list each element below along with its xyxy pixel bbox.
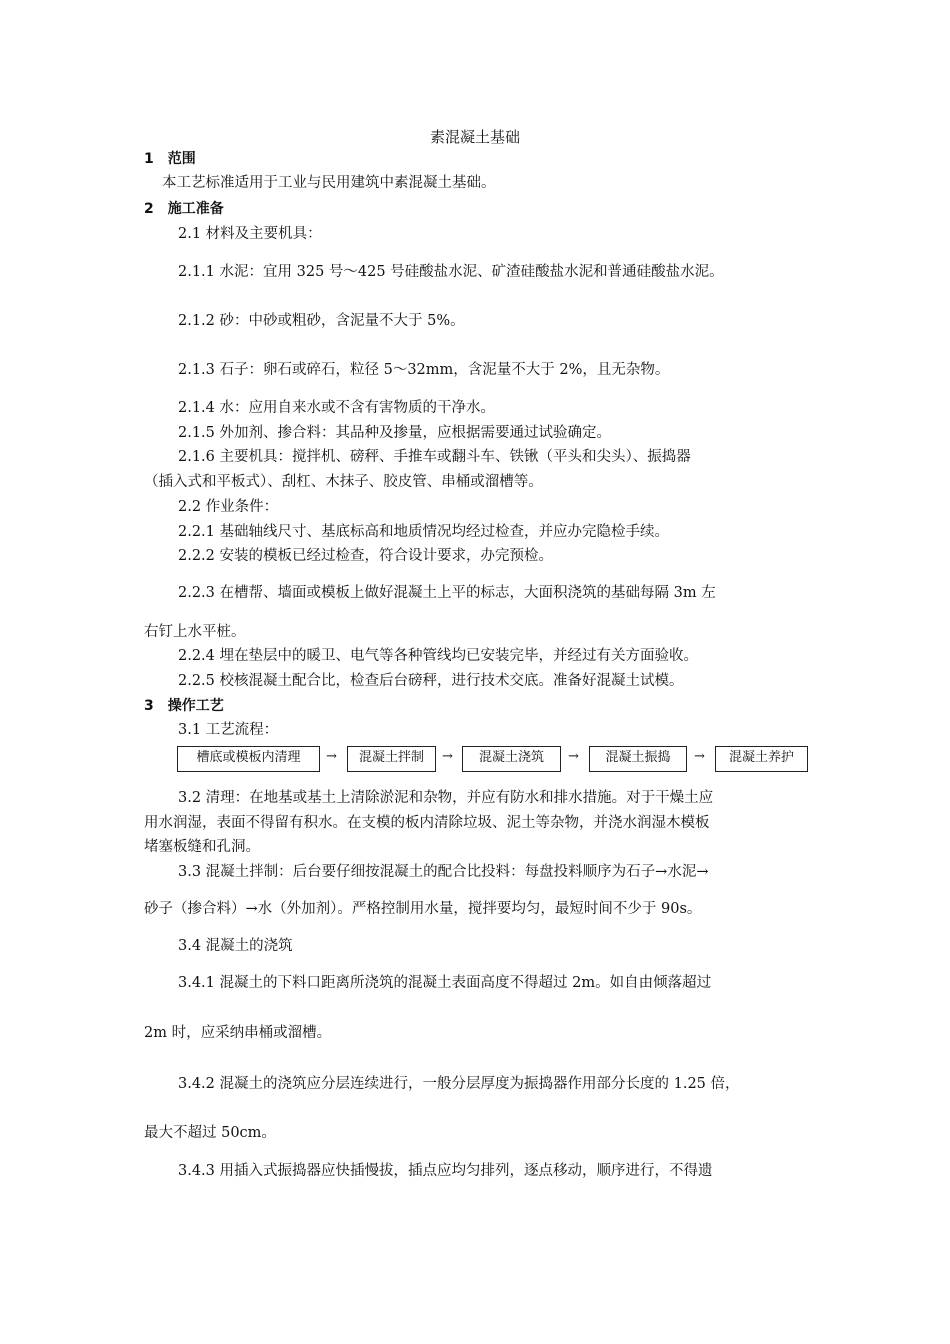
arrow-icon: → (442, 749, 453, 764)
paragraph: 2.1.4 水：应用自来水或不含有害物质的干净水。 (178, 400, 496, 416)
arrow-icon: → (568, 749, 579, 764)
page-title: 素混凝土基础 (429, 128, 520, 146)
paragraph: 用水润湿，表面不得留有积水。在支模的板内清除垃圾、泥土等杂物，并浇水润湿木模板 (144, 815, 710, 831)
paragraph: 2.2.3 在槽帮、墙面或模板上做好混凝土上平的标志，大面积浇筑的基础每隔 3m 左 (178, 585, 716, 601)
flow-step: 混凝土浇筑 (462, 746, 561, 772)
flow-step: 混凝土振捣 (589, 746, 687, 772)
paragraph: 2.1 材料及主要机具： (178, 226, 322, 242)
flow-step: 槽底或模板内清理 (177, 746, 320, 772)
paragraph: 2.1.5 外加剂、掺合料：其品种及掺量，应根据需要通过试验确定。 (178, 425, 612, 441)
paragraph: 2.2 作业条件： (178, 499, 279, 515)
section-heading: 2 施工准备 (144, 201, 224, 217)
paragraph: 3.4 混凝土的浇筑 (178, 938, 293, 954)
paragraph: 2.2.4 埋在垫层中的暖卫、电气等各种管线均已安装完毕，并经过有关方面验收。 (178, 648, 699, 664)
flow-step: 混凝土拌制 (347, 746, 436, 772)
paragraph: 砂子（掺合料）→水（外加剂）。严格控制用水量，搅拌要均匀，最短时间不少于 90s。 (144, 901, 702, 917)
paragraph: 3.4.1 混凝土的下料口距离所浇筑的混凝土表面高度不得超过 2m。如自由倾落超过 (178, 975, 712, 991)
paragraph: 3.3 混凝土拌制：后台要仔细按混凝土的配合比投料：每盘投料顺序为石子→水泥→ (178, 864, 709, 880)
paragraph: 2.2.1 基础轴线尺寸、基底标高和地质情况均经过检查，并应办完隐检手续。 (178, 524, 670, 540)
paragraph: 2.2.5 校核混凝土配合比，检查后台磅秤，进行技术交底。准备好混凝土试模。 (178, 673, 684, 689)
paragraph: 3.2 清理：在地基或基土上清除淤泥和杂物，并应有防水和排水措施。对于干燥土应 (178, 790, 714, 806)
paragraph: 2.1.2 砂：中砂或粗砂，含泥量不大于 5%。 (178, 313, 465, 329)
flow-step: 混凝土养护 (715, 746, 808, 772)
section-heading: 3 操作工艺 (144, 698, 224, 714)
paragraph: 堵塞板缝和孔洞。 (144, 839, 260, 855)
paragraph: 3.1 工艺流程： (178, 722, 279, 738)
paragraph: 3.4.3 用插入式振捣器应快插慢拔，插点应均匀排列，逐点移动，顺序进行，不得遗 (178, 1163, 713, 1179)
paragraph: 右钉上水平桩。 (144, 624, 246, 640)
arrow-icon: → (326, 749, 337, 764)
arrow-icon: → (694, 749, 705, 764)
paragraph: 2.1.3 石子：卵石或碎石，粒径 5～32mm，含泥量不大于 2%，且无杂物。 (178, 362, 670, 378)
section-heading: 1 范围 (144, 151, 196, 167)
paragraph: 3.4.2 混凝土的浇筑应分层连续进行，一般分层厚度为振捣器作用部分长度的 1.25 倍， (178, 1076, 740, 1092)
paragraph: （插入式和平板式）、刮杠、木抹子、胶皮管、串桶或溜槽等。 (144, 474, 543, 490)
paragraph: 2.1.6 主要机具：搅拌机、磅秤、手推车或翻斗车、铁锹（平头和尖头）、振捣器 (178, 449, 691, 465)
paragraph: 本工艺标准适用于工业与民用建筑中素混凝土基础。 (162, 175, 496, 191)
paragraph: 2.1.1 水泥：宜用 325 号～425 号硅酸盐水泥、矿渣硅酸盐水泥和普通硅酸盐水泥。 (178, 264, 724, 280)
paragraph: 2.2.2 安装的模板已经过检查，符合设计要求，办完预检。 (178, 548, 554, 564)
paragraph: 2m 时，应采纳串桶或溜槽。 (144, 1025, 332, 1041)
paragraph: 最大不超过 50cm。 (144, 1125, 276, 1141)
